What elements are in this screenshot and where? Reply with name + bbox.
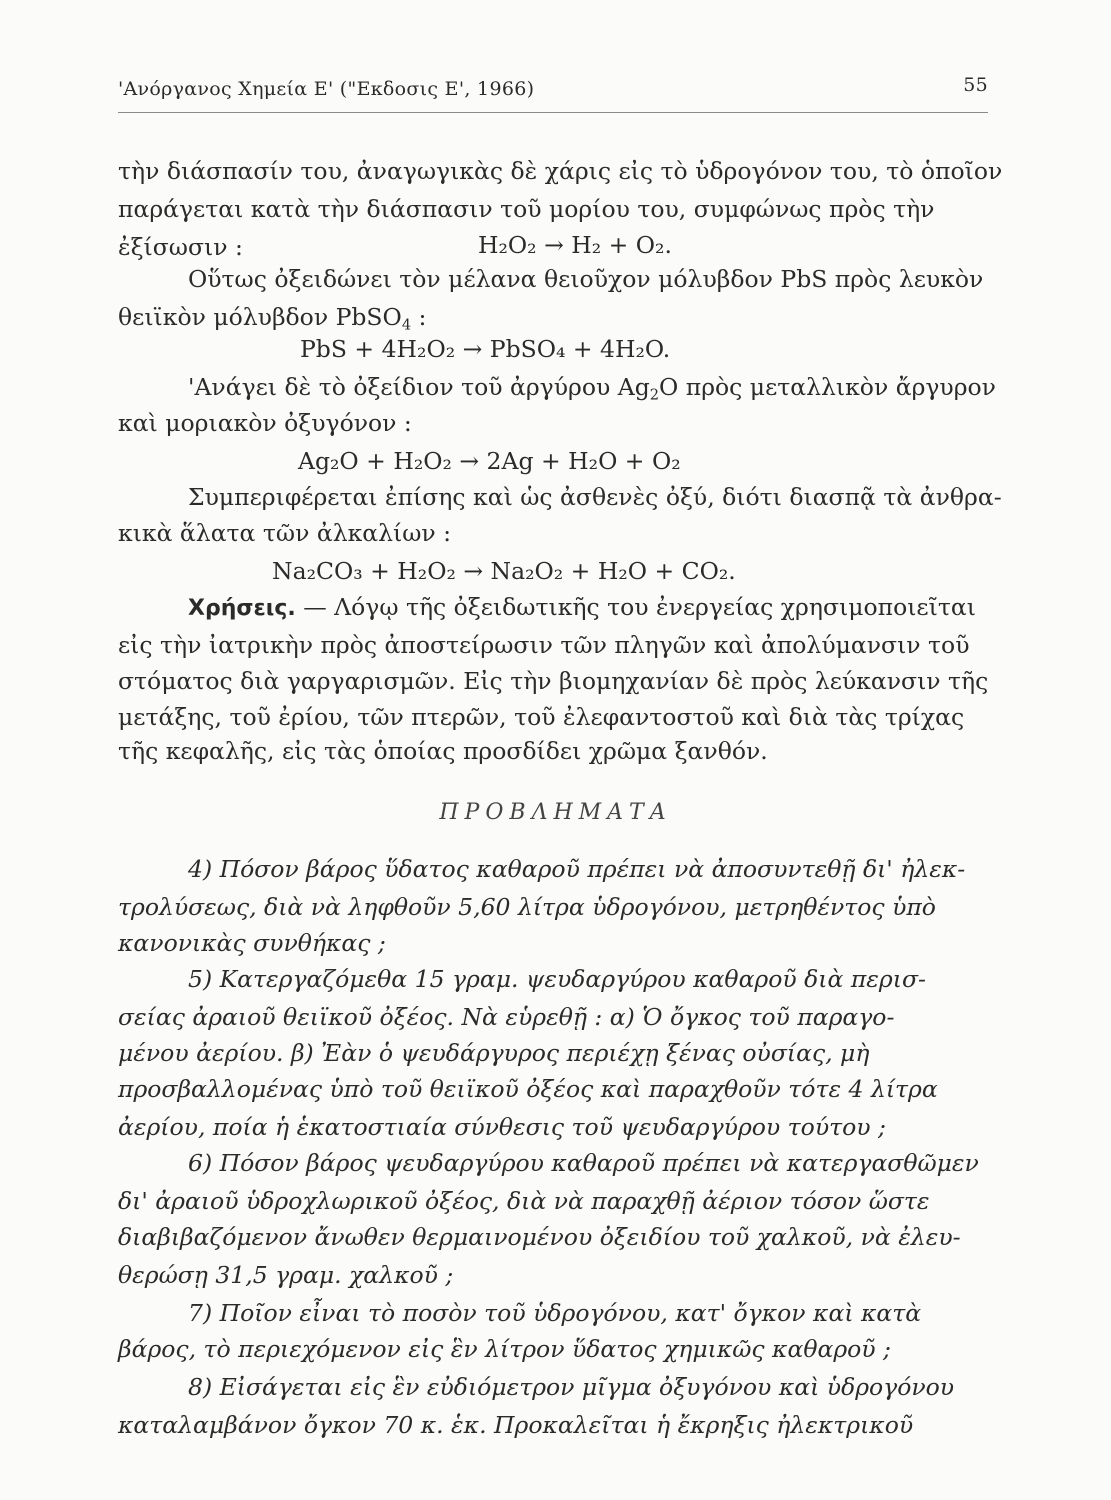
problem-line: καταλαμβάνον ὄγκον 70 κ. ἑκ. Προκαλεῖται ἡ ἔκρηξις ἠλεκτρικοῦ [118, 1411, 914, 1439]
equation: H₂O₂ → H₂ + O₂. [478, 231, 672, 259]
problem-line: προσβαλλομένας ὑπὸ τοῦ θειϊκοῦ ὀξέος καὶ παραχθοῦν τότε 4 λίτρα [118, 1075, 938, 1103]
problem-line: θερώσῃ 31,5 γραμ. χαλκοῦ ; [118, 1261, 454, 1289]
text-line: Συμπεριφέρεται ἐπίσης καὶ ὡς ἀσθενὲς ὀξύ, διότι διασπᾷ τὰ ἀνθρα- [188, 483, 1002, 511]
text-line: καὶ μοριακὸν ὀξυγόνον : [118, 409, 412, 437]
text-line: μετάξης, τοῦ ἐρίου, τῶν πτερῶν, τοῦ ἐλεφαντοστοῦ καὶ διὰ τὰς τρίχας [118, 703, 965, 731]
text-fragment: θειϊκὸν μόλυβδον PbSO [118, 303, 402, 331]
text-line: Οὕτως ὀξειδώνει τὸν μέλανα θειοῦχον μόλυβδον PbS πρὸς λευκὸν [188, 265, 984, 293]
text-line: εἰς τὴν ἰατρικὴν πρὸς ἀποστείρωσιν τῶν πληγῶν καὶ ἀπολύμανσιν τοῦ [118, 631, 970, 659]
section-heading: ΠΡΟΒΛΗΜΑΤΑ [439, 800, 672, 825]
problem-line: βάρος, τὸ περιεχόμενον εἰς ἓν λίτρον ὕδατος χημικῶς καθαροῦ ; [118, 1335, 891, 1363]
text-fragment: — Λόγῳ τῆς ὀξειδωτικῆς του ἐνεργείας χρησιμοποιεῖται [295, 593, 976, 621]
text-line: παράγεται κατὰ τὴν διάσπασιν τοῦ μορίου του, συμφώνως πρὸς τὴν [118, 195, 935, 223]
equation: Ag₂O + H₂O₂ → 2Ag + H₂O + O₂ [298, 447, 681, 475]
text-line: 'Ανάγει δὲ τὸ ὀξείδιον τοῦ ἀργύρου $Ag_2O$ πρὸς μεταλλικὸν ἄργυρον [188, 373, 996, 404]
text-line: κικὰ ἅλατα τῶν ἀλκαλίων : [118, 519, 452, 547]
problem-line: 8) Εἰσάγεται εἰς ἓν εὐδιόμετρον μῖγμα ὀξυγόνου καὶ ὑδρογόνου [188, 1373, 955, 1401]
problem-line: μένου ἀερίου. β) Ἐὰν ὁ ψευδάργυρος περιέχῃ ξένας οὐσίας, μὴ [118, 1039, 870, 1067]
problem-line: 7) Ποῖον εἶναι τὸ ποσὸν τοῦ ὑδρογόνου, κατ' ὄγκον καὶ κατὰ [188, 1299, 922, 1327]
equation: PbS + 4H₂O₂ → PbSO₄ + 4H₂O. [300, 335, 671, 363]
text-line: θειϊκὸν μόλυβδον PbSO$_4$ : [118, 303, 427, 334]
text-line: τὴν διάσπασίν του, ἀναγωγικὰς δὲ χάρις εἰς τὸ ὑδρογόνον του, τὸ ὁποῖον [118, 157, 1003, 185]
text-line: ἐξίσωσιν : [118, 233, 243, 261]
problem-line: 4) Πόσον βάρος ὕδατος καθαροῦ πρέπει νὰ ἀποσυντεθῇ δι' ἠλεκ- [188, 855, 966, 883]
text-line: στόματος διὰ γαργαρισμῶν. Εἰς τὴν βιομηχανίαν δὲ πρὸς λεύκανσιν τῆς [118, 667, 989, 695]
problem-line: κανονικὰς συνθήκας ; [118, 929, 386, 957]
header-title: 'Ανόργανος Χημεία Ε' ("Εκδοσις Ε', 1966) [118, 78, 535, 100]
problem-line: 5) Κατεργαζόμεθα 15 γραμ. ψευδαργύρου καθαροῦ διὰ περισ- [188, 965, 926, 993]
problem-line: διαβιβαζόμενον ἄνωθεν θερμαινομένου ὀξειδίου τοῦ χαλκοῦ, νὰ ἐλευ- [118, 1223, 961, 1251]
section-label: Χρήσεις. [188, 596, 296, 621]
problem-line: δι' ἀραιοῦ ὑδροχλωρικοῦ ὀξέος, διὰ νὰ παραχθῇ ἀέριον τόσον ὥστε [118, 1187, 930, 1215]
equation: Na₂CO₃ + H₂O₂ → Na₂O₂ + H₂O + CO₂. [272, 557, 736, 585]
text-fragment: O πρὸς μεταλλικὸν ἄργυρον [659, 373, 996, 401]
header-rule [118, 112, 988, 113]
text-line [188, 593, 1068, 621]
page-number: 55 [963, 74, 988, 96]
problem-line: σείας ἀραιοῦ θειϊκοῦ ὀξέος. Νὰ εὑρεθῇ : α) Ὁ ὄγκος τοῦ παραγο- [118, 1003, 895, 1031]
problem-line: 6) Πόσον βάρος ψευδαργύρου καθαροῦ πρέπει νὰ κατεργασθῶμεν [188, 1149, 979, 1177]
problem-line: ἀερίου, ποία ἡ ἑκατοστιαία σύνθεσις τοῦ ψευδαργύρου τούτου ; [118, 1113, 886, 1141]
text-fragment: 'Ανάγει δὲ τὸ ὀξείδιον τοῦ ἀργύρου Ag [188, 373, 650, 401]
text-line: τῆς κεφαλῆς, εἰς τὰς ὁποίας προσδίδει χρῶμα ξανθόν. [118, 737, 768, 765]
problem-line: τρολύσεως, διὰ νὰ ληφθοῦν 5,60 λίτρα ὑδρογόνου, μετρηθέντος ὑπὸ [118, 893, 936, 921]
